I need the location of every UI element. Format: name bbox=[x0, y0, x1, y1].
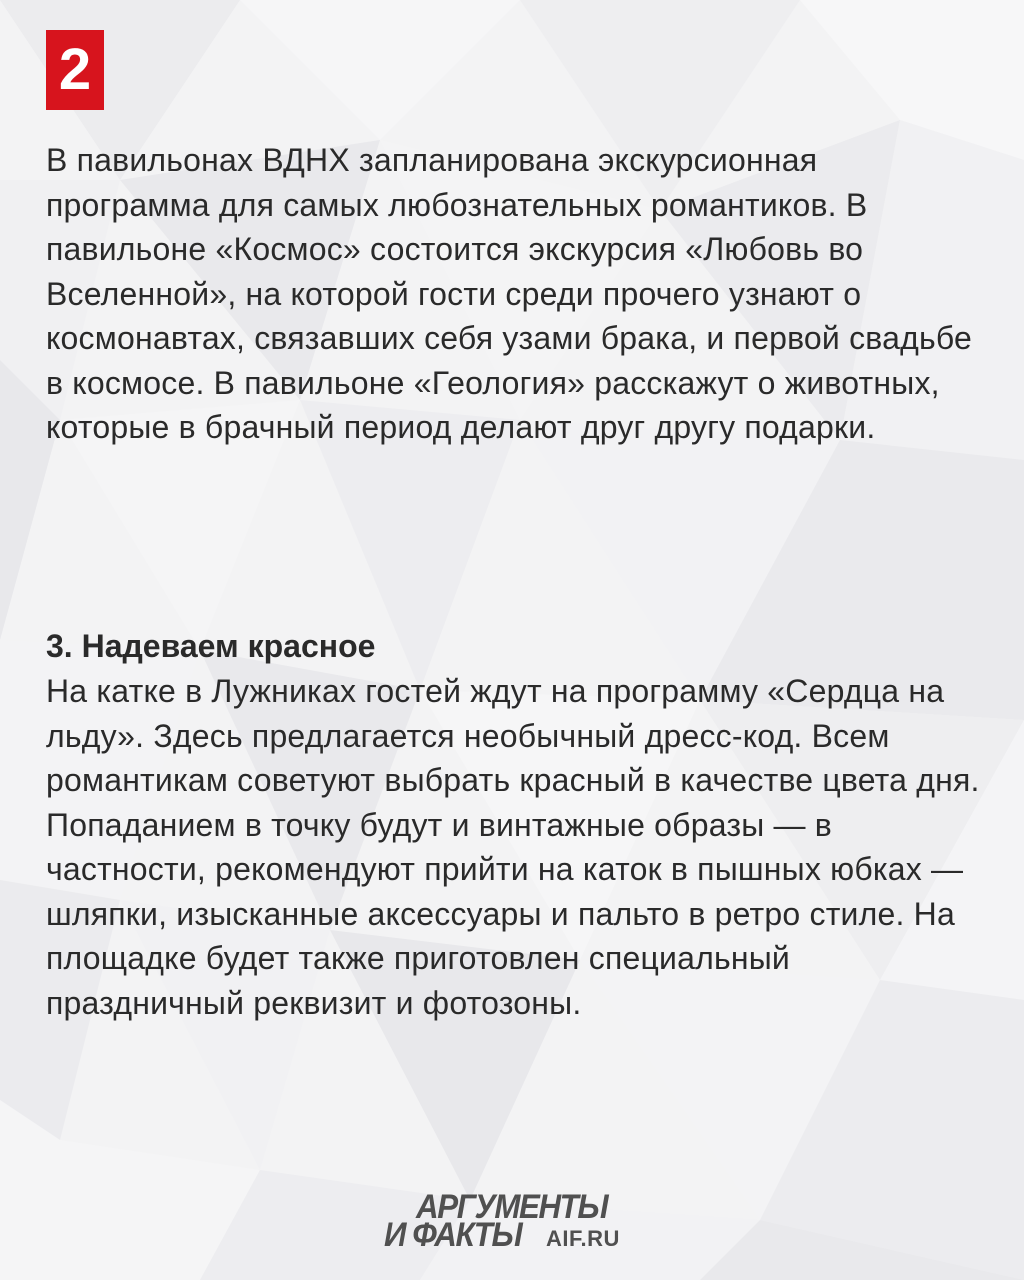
section-title: 3. Надеваем красное bbox=[46, 628, 376, 664]
page-number: 2 bbox=[58, 37, 92, 102]
page-number-badge bbox=[46, 30, 104, 110]
section-paragraph: На катке в Лужниках гостей ждут на программу «Сердца на льду». Здесь предлагается необычный дресс-код. Всем романтикам советуют выбрать красный в качестве цвета дня. Попаданием в точку будут и винтажные образы — в частности, рекомендуют прийти на каток в пышных юбках — шляпки, изысканные аксессуары и пальто в ретро стиле. На площадке будет также приготовлен специальный праздничный реквизит и фотозоны. bbox=[46, 673, 980, 1021]
intro-paragraph: В павильонах ВДНХ запланирована экскурсионная программа для самых любознательных романтиков. В павильоне «Космос» состоится экскурсия «Любовь во Вселенной», на которой гости среди прочего узнают о космонавтах, связавших себя узами брака, и первой свадьбе в космосе. В павильоне «Геология» расскажут о животных, которые в брачный период делают друг другу подарки. bbox=[46, 142, 973, 445]
aif-logo bbox=[384, 1190, 644, 1256]
logo-site: AIF.RU bbox=[546, 1226, 620, 1251]
logo-line-1: АРГУМЕНТЫ bbox=[416, 1188, 608, 1226]
logo-line-2: И ФАКТЫ bbox=[384, 1216, 522, 1254]
